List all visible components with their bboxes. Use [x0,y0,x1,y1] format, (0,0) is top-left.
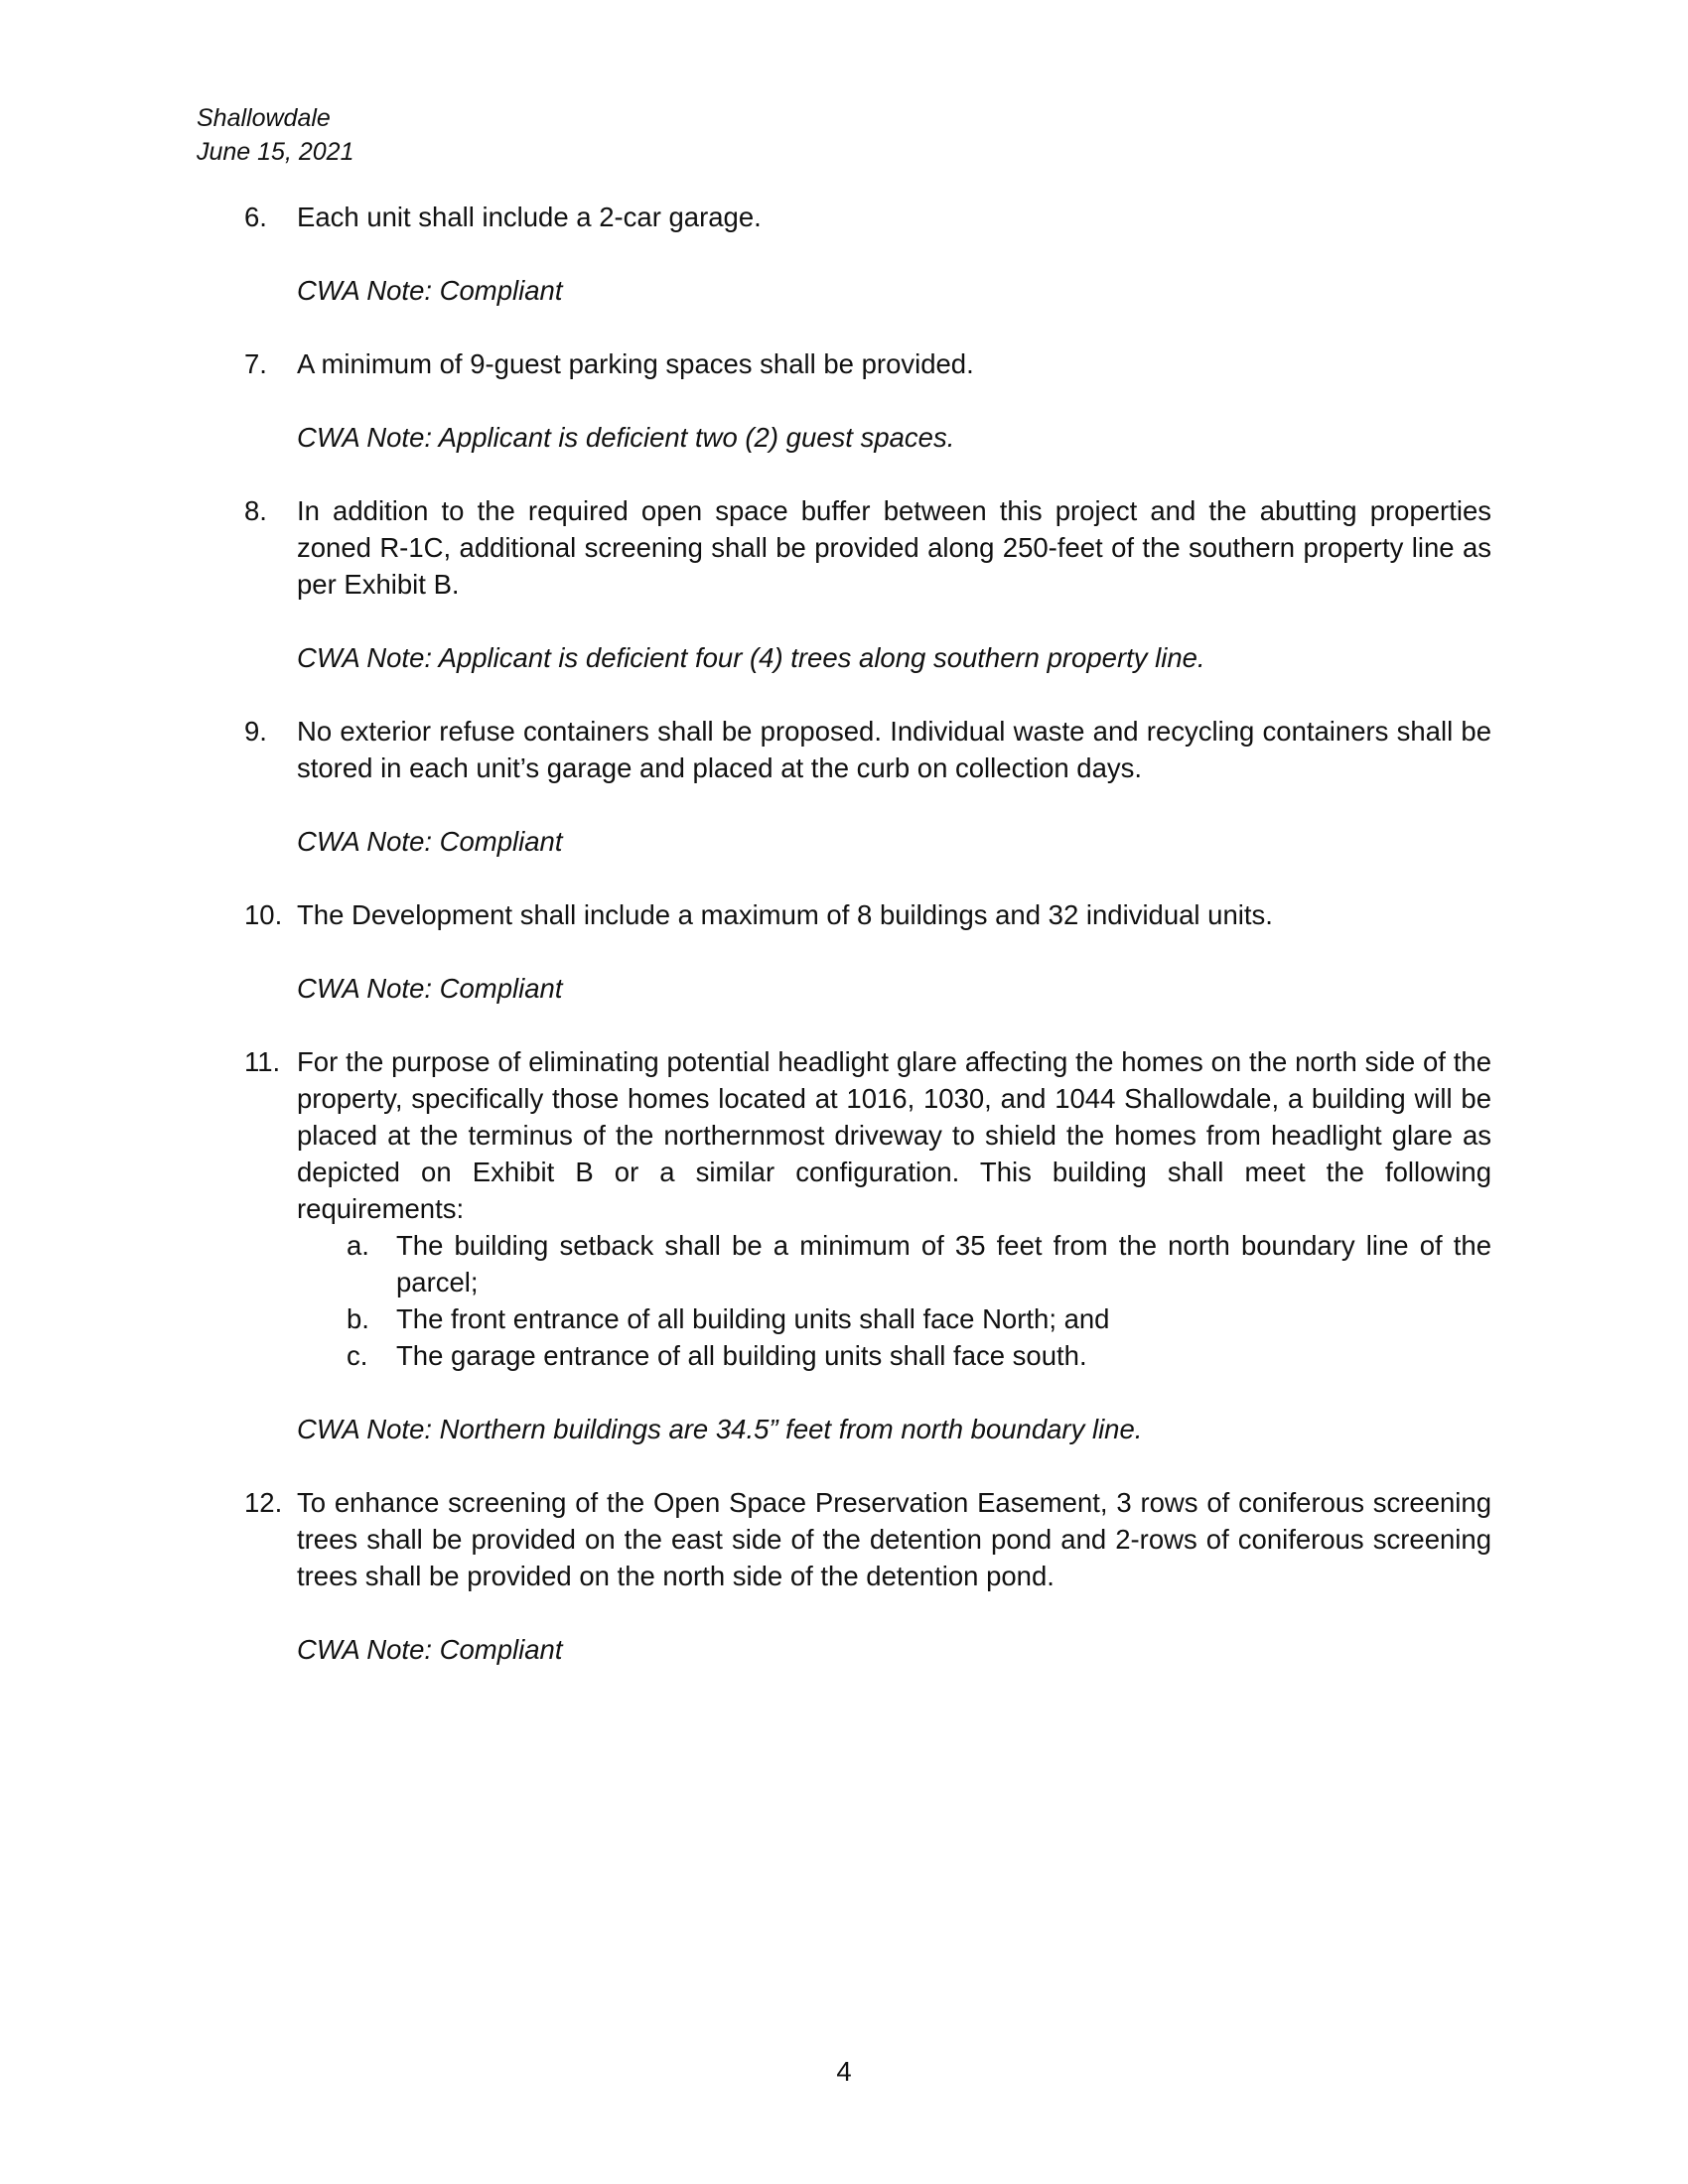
cwa-note: CWA Note: Compliant [297,973,563,1004]
cwa-note: CWA Note: Applicant is deficient four (4) trees along southern property line. [297,642,1205,673]
page-number: 4 [836,2056,852,2087]
condition-number: 11. [244,1046,281,1077]
condition-text: The Development shall include a maximum of 8 buildings and 32 individual units. [297,899,1273,930]
condition-text: In addition to the required open space buffer between this project and the abutting properties zoned R-1C, additional screening shall be provided along 250-feet of the southern property line as per Exhibit B. [297,495,1491,600]
condition-number: 10. [244,899,283,930]
condition-text: Each unit shall include a 2-car garage. [297,202,762,232]
requirement-letter: c. [347,1340,368,1371]
page-header [197,101,353,169]
condition-item [244,1043,1491,1374]
condition-text: For the purpose of eliminating potential headlight glare affecting the homes on the north side of the property, specifically those homes located at 1016, 1030, and 1044 Shallowdale, a building will be placed at the terminus of the northernmost driveway to shield the homes from headlight glare as depicted on Exhibit B or a similar configuration. This building shall meet the following requirements: [297,1046,1491,1224]
requirement-text: The building setback shall be a minimum of 35 feet from the north boundary line of the parcel; [396,1230,1491,1297]
condition-number: 8. [244,495,267,526]
condition-number: 7. [244,348,267,379]
requirement-item [297,1227,1491,1300]
requirement-letter: b. [347,1303,369,1334]
condition-item [244,1484,1491,1594]
header-project: Shallowdale [197,104,331,132]
cwa-note: CWA Note: Northern buildings are 34.5” feet from north boundary line. [297,1414,1143,1444]
header-date: June 15, 2021 [197,138,354,166]
requirement-letter: a. [347,1230,369,1261]
condition-item [244,345,1491,382]
cwa-note: CWA Note: Compliant [297,1634,563,1665]
requirements-list [297,1227,1491,1374]
cwa-note: CWA Note: Compliant [297,275,563,306]
cwa-note: CWA Note: Compliant [297,826,563,857]
condition-item [244,896,1491,933]
conditions-list [244,199,1491,1705]
condition-number: 12. [244,1487,283,1518]
condition-text: A minimum of 9-guest parking spaces shall be provided. [297,348,974,379]
cwa-note: CWA Note: Applicant is deficient two (2) guest spaces. [297,422,955,453]
condition-item [244,492,1491,603]
condition-number: 9. [244,716,267,747]
condition-text: To enhance screening of the Open Space Preservation Easement, 3 rows of coniferous screening trees shall be provided on the east side of the detention pond and 2-rows of coniferous screening trees shall be provided on the north side of the detention pond. [297,1487,1491,1591]
requirement-text: The garage entrance of all building units shall face south. [396,1340,1087,1371]
condition-item [244,199,1491,235]
condition-number: 6. [244,202,267,232]
requirement-item [297,1337,1491,1374]
condition-text: No exterior refuse containers shall be proposed. Individual waste and recycling containers shall be stored in each unit’s garage and placed at the curb on collection days. [297,716,1491,783]
requirement-text: The front entrance of all building units shall face North; and [396,1303,1110,1334]
requirement-item [297,1300,1491,1337]
condition-item [244,713,1491,786]
